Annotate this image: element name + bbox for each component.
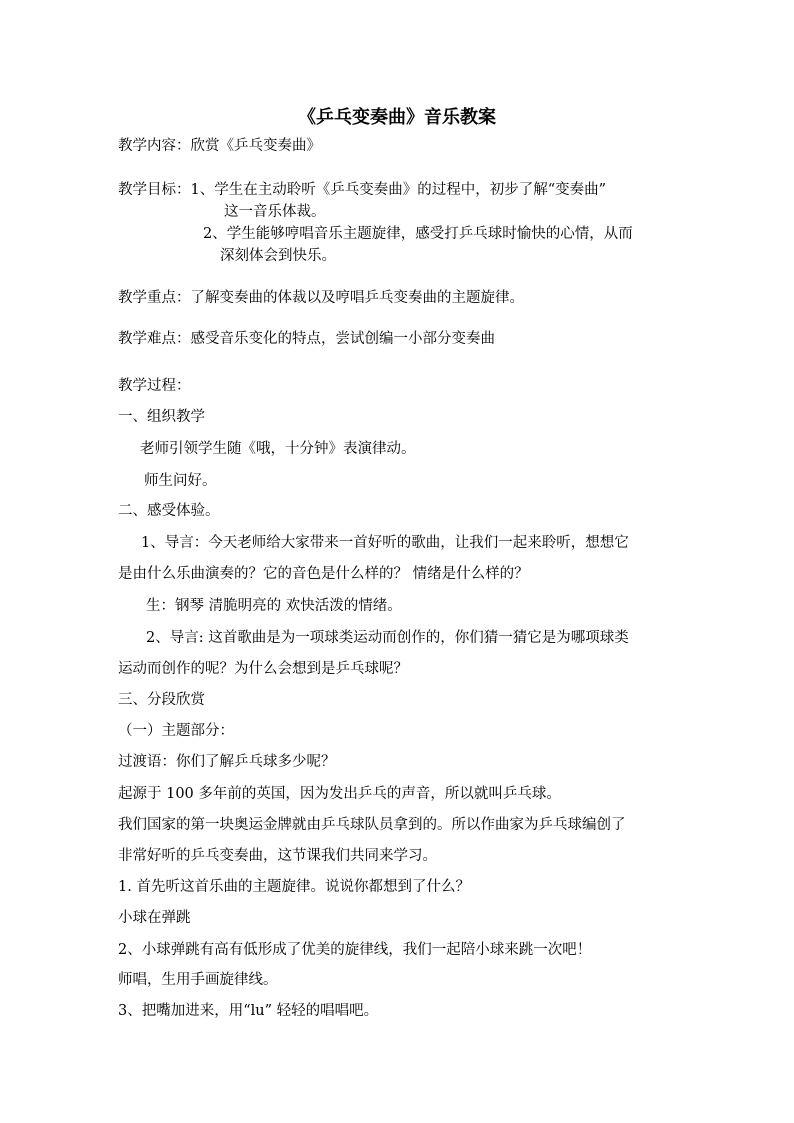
section-3-answer-1: 小球在弹跳 <box>118 910 191 926</box>
section-3-heading: 三、分段欣赏 <box>118 692 205 708</box>
section-2-heading: 二、感受体验。 <box>118 503 220 519</box>
section-3-paragraph-1: 过渡语：你们了解乒乓球多少呢？ <box>118 754 336 770</box>
process-heading: 教学过程： <box>118 378 191 394</box>
section-2-paragraph-2: 生：钢琴 清脆明亮的 欢快活泼的情绪。 <box>146 598 402 614</box>
section-3-question-1: 1. 首先听这首乐曲的主题旋律。说说你都想到了什么？ <box>118 879 470 895</box>
objective-2-line-1: 2、学生能够哼唱音乐主题旋律，感受打乒乓球时愉快的心情，从而 <box>203 226 633 242</box>
section-2-paragraph-1-line-1: 1、导言：今天老师给大家带来一首好听的歌曲，让我们一起来聆听，想想它 <box>141 535 629 551</box>
section-3-subheading-1: （一）主题部分： <box>118 723 234 739</box>
section-3-paragraph-3-line-2: 非常好听的乒乓变奏曲，这节课我们共同来学习。 <box>118 848 437 864</box>
objective-1-line-1: 1、学生在主动聆听《乒乓变奏曲》的过程中，初步了解“变奏曲” <box>190 182 607 198</box>
key-point-line: 教学重点：了解变奏曲的体裁以及哼唱乒乓变奏曲的主题旋律。 <box>118 290 524 306</box>
section-1-heading: 一、组织教学 <box>118 409 205 425</box>
section-3-paragraph-2: 起源于 100 多年前的英国，因为发出乒乓的声音，所以就叫乒乓球。 <box>118 786 561 802</box>
section-1-paragraph-1: 老师引领学生随《哦，十分钟》表演律动。 <box>140 441 416 457</box>
teaching-content-label: 教学内容： <box>118 138 191 154</box>
section-3-answer-2: 师唱，生用手画旋律线。 <box>118 972 278 988</box>
section-3-paragraph-3-line-1: 我们国家的第一块奥运金牌就由乒乓球队员拿到的。所以作曲家为乒乓球编创了 <box>118 817 626 833</box>
difficulty-line: 教学难点：感受音乐变化的特点，尝试创编一小部分变奏曲 <box>118 331 495 347</box>
section-2-paragraph-3-line-2: 运动而创作的呢？为什么会想到是乒乓球呢？ <box>118 661 408 677</box>
teaching-content-line <box>118 136 321 156</box>
section-3-question-3: 3、把嘴加进来，用“lu” 轻轻的唱唱吧。 <box>118 1003 379 1019</box>
objective-2-line-2: 深刻体会到快乐。 <box>220 248 336 264</box>
section-2-paragraph-1-line-2: 是由什么乐曲演奏的？它的音色是什么样的？ 情绪是什么样的？ <box>118 566 529 582</box>
objectives-label: 教学目标： <box>118 182 191 198</box>
teaching-content-text: 欣赏《乒乓变奏曲》 <box>190 138 321 154</box>
section-2-paragraph-3-line-1: 2、导言: 这首歌曲是为一项球类运动而创作的，你们猜一猜它是为哪项球类 <box>146 630 629 646</box>
objectives-line-1 <box>118 180 606 200</box>
document-title: 《乒乓变奏曲》音乐教案 <box>298 107 496 128</box>
section-1-paragraph-2: 师生问好。 <box>144 473 217 489</box>
section-3-question-2: 2、小球弹跳有高有低形成了优美的旋律线，我们一起陪小球来跳一次吧！ <box>118 942 592 958</box>
objective-1-line-2: 这一音乐体裁。 <box>224 204 326 220</box>
